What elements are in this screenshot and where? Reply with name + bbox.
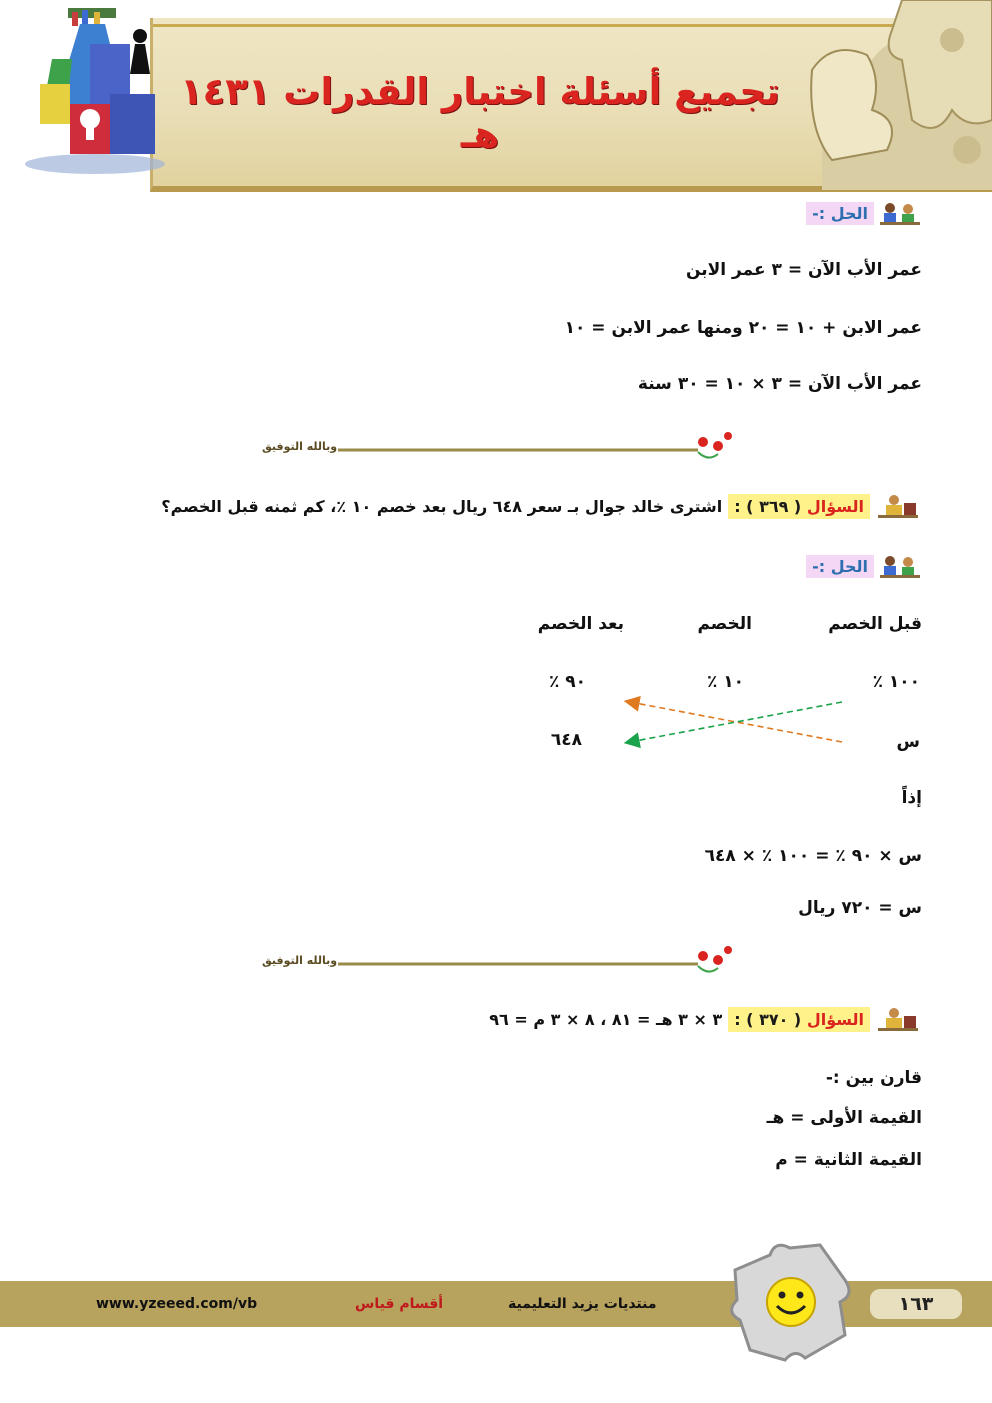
solution-line: عمر الأب الآن = ٣ × ١٠ = ٣٠ سنة (637, 374, 922, 394)
student-reading-icon (876, 1006, 920, 1032)
solution-label: الحل :- (806, 555, 874, 578)
footer-section-link[interactable]: أقسام قياس (355, 1296, 444, 1312)
divider-text: وبالله التوفيق (262, 954, 338, 967)
smiley-puzzle-icon (725, 1240, 855, 1365)
value-line: القيمة الأولى = هـ (766, 1108, 922, 1128)
value-line: القيمة الثانية = م (775, 1150, 922, 1170)
solution-line: عمر الابن + ١٠ = ٢٠ ومنها عمر الابن = ١٠ (564, 318, 922, 338)
page-number: ١٦٣ (870, 1289, 962, 1319)
compare-heading: قارن بين :- (825, 1068, 922, 1088)
cell-before-percent: ١٠٠ ٪ (872, 672, 920, 692)
solution-tag (806, 199, 922, 227)
question-text: اشترى خالد جوال بـ سعر ٦٤٨ ريال بعد خصم ١٠ ٪، كم ثمنه قبل الخصم؟ (161, 496, 723, 516)
puzzle-pieces-icon (752, 0, 992, 190)
solution-label: الحل :- (806, 202, 874, 225)
equation-line: س = ٧٢٠ ريال (798, 898, 922, 918)
students-icon (878, 553, 922, 579)
cell-unknown: س (896, 732, 920, 752)
solution-tag (806, 552, 922, 580)
solution-line: عمر الأب الآن = ٣ عمر الابن (685, 260, 922, 280)
question-number: ( ٣٦٩ ) : (734, 496, 802, 516)
divider-text: وبالله التوفيق (262, 440, 338, 453)
equation-line: س × ٩٠ ٪ = ١٠٠ ٪ × ٦٤٨ (704, 846, 922, 866)
question-number: ( ٣٧٠ ) : (734, 1009, 802, 1029)
question-badge (728, 494, 870, 519)
logo-blocks-icon (10, 4, 180, 184)
question-line (489, 1006, 920, 1032)
column-header-discount: الخصم (697, 614, 752, 634)
cross-arrows-icon (620, 692, 850, 752)
therefore-text: إذاً (901, 788, 922, 808)
students-icon (878, 200, 922, 226)
footer-url[interactable]: www.yzeeed.com/vb (96, 1296, 258, 1312)
page-title: تجميع أسئلة اختبار القدرات ١٤٣١ هـ (180, 70, 780, 156)
question-line (161, 493, 920, 519)
cell-after-percent: ٩٠ ٪ (548, 672, 586, 692)
cell-price-after: ٦٤٨ (550, 730, 582, 750)
column-header-before: قبل الخصم (828, 614, 922, 634)
question-text: ٣ × ٣ هـ = ٨١ ، ٨ × ٣ م = ٩٦ (489, 1009, 723, 1029)
student-reading-icon (876, 493, 920, 519)
footer-forum-name: منتديات يزيد التعليمية (508, 1296, 657, 1312)
question-word: السؤال (806, 1009, 864, 1029)
question-word: السؤال (806, 496, 864, 516)
column-header-after: بعد الخصم (537, 614, 624, 634)
cell-discount-percent: ١٠ ٪ (706, 672, 744, 692)
question-badge (728, 1007, 870, 1032)
